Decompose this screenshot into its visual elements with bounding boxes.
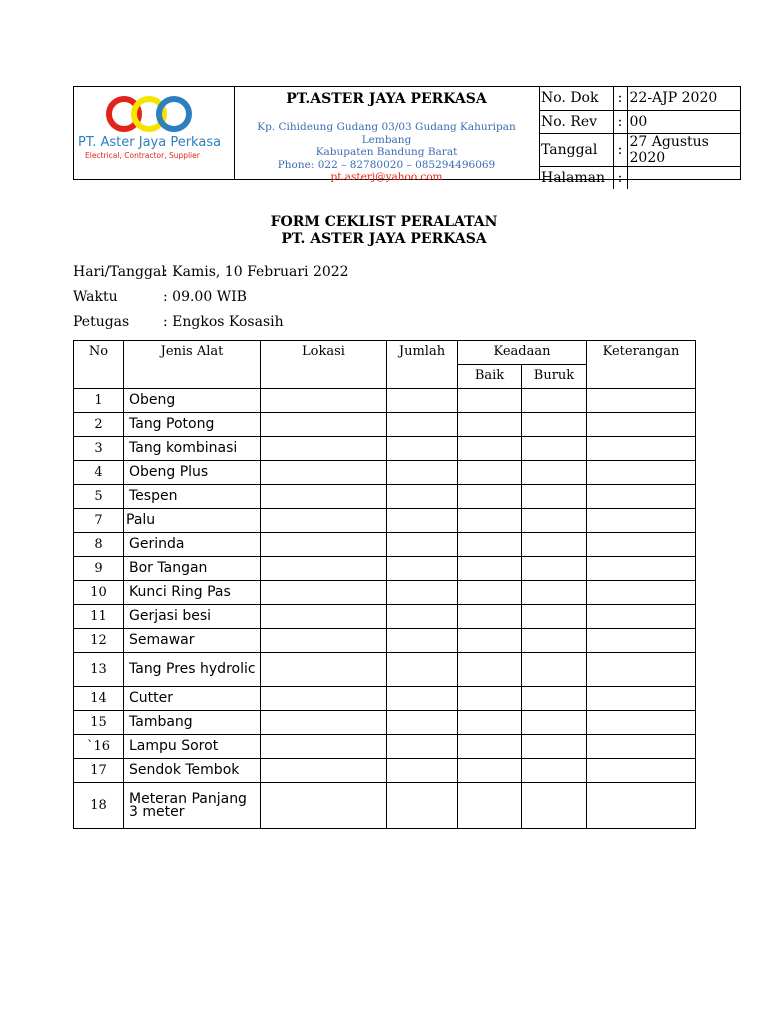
jumlah-cell[interactable] [387, 711, 458, 735]
col-header-buruk: Buruk [522, 365, 587, 389]
row-number: 17 [74, 759, 124, 783]
table-row [74, 533, 696, 557]
row-number: 3 [74, 437, 124, 461]
lokasi-cell[interactable] [261, 437, 387, 461]
col-header-keterangan: Keterangan [587, 341, 696, 389]
header-row [74, 341, 696, 365]
jumlah-cell[interactable] [387, 653, 458, 687]
buruk-cell[interactable] [522, 533, 587, 557]
row-item-name: Cutter [124, 687, 261, 711]
meta-value: 27 Agustus 2020 [627, 133, 740, 166]
keterangan-cell[interactable] [587, 485, 696, 509]
baik-cell[interactable] [458, 687, 522, 711]
lokasi-cell[interactable] [261, 389, 387, 413]
buruk-cell[interactable] [522, 759, 587, 783]
buruk-cell[interactable] [522, 783, 587, 829]
jumlah-cell[interactable] [387, 557, 458, 581]
table-row [74, 509, 696, 533]
table-row [74, 557, 696, 581]
jumlah-cell[interactable] [387, 581, 458, 605]
row-item-name: Meteran Panjang 3 meter [124, 783, 261, 829]
info-value-officer: : Engkos Kosasih [163, 314, 284, 330]
row-item-name: Tang kombinasi [124, 437, 261, 461]
lokasi-cell[interactable] [261, 509, 387, 533]
row-number: 9 [74, 557, 124, 581]
baik-cell[interactable] [458, 581, 522, 605]
row-number: 10 [74, 581, 124, 605]
row-item-name: Tespen [124, 485, 261, 509]
row-number: 4 [74, 461, 124, 485]
buruk-cell[interactable] [522, 413, 587, 437]
keterangan-cell[interactable] [587, 509, 696, 533]
table-row [74, 687, 696, 711]
keterangan-cell[interactable] [587, 581, 696, 605]
keterangan-cell[interactable] [587, 437, 696, 461]
baik-cell[interactable] [458, 605, 522, 629]
keterangan-cell[interactable] [587, 557, 696, 581]
buruk-cell[interactable] [522, 711, 587, 735]
info-label-time: Waktu [73, 289, 118, 305]
jumlah-cell[interactable] [387, 461, 458, 485]
row-item-name: Obeng [124, 389, 261, 413]
company-info [234, 87, 540, 183]
jumlah-cell[interactable] [387, 533, 458, 557]
row-number: 5 [74, 485, 124, 509]
table-row [74, 759, 696, 783]
lokasi-cell[interactable] [261, 629, 387, 653]
baik-cell[interactable] [458, 653, 522, 687]
jumlah-cell[interactable] [387, 437, 458, 461]
row-item-name: Obeng Plus [124, 461, 261, 485]
table-row [74, 735, 696, 759]
meta-label: No. Rev [539, 110, 613, 133]
baik-cell[interactable] [458, 509, 522, 533]
row-item-name: Tang Pres hydrolic [124, 653, 261, 687]
meta-row [539, 87, 740, 110]
baik-cell[interactable] [458, 783, 522, 829]
lokasi-cell[interactable] [261, 605, 387, 629]
buruk-cell[interactable] [522, 461, 587, 485]
meta-value: 22-AJP 2020 [627, 87, 740, 110]
jumlah-cell[interactable] [387, 509, 458, 533]
keterangan-cell[interactable] [587, 461, 696, 485]
row-number: 14 [74, 687, 124, 711]
address-line-1: Kp. Cihideung Gudang 03/03 Gudang Kahuripan Lembang [257, 121, 516, 146]
logo-company-name: PT. Aster Jaya Perkasa [78, 135, 222, 150]
table-row [74, 783, 696, 829]
info-value-date: : Kamis, 10 Februari 2022 [163, 264, 349, 280]
buruk-cell[interactable] [522, 605, 587, 629]
document-header [73, 86, 741, 186]
row-number: 2 [74, 413, 124, 437]
keterangan-cell[interactable] [587, 783, 696, 829]
meta-separator: : [613, 87, 627, 110]
table-row [74, 629, 696, 653]
buruk-cell[interactable] [522, 437, 587, 461]
keterangan-cell[interactable] [587, 687, 696, 711]
jumlah-cell[interactable] [387, 485, 458, 509]
table-row [74, 461, 696, 485]
baik-cell[interactable] [458, 437, 522, 461]
meta-label: Tanggal [539, 133, 613, 166]
table-row [74, 605, 696, 629]
row-number: 7 [74, 509, 124, 533]
lokasi-cell[interactable] [261, 413, 387, 437]
logo-cell [74, 87, 235, 179]
info-label-officer: Petugas [73, 314, 130, 330]
buruk-cell[interactable] [522, 687, 587, 711]
row-number: `16 [74, 735, 124, 759]
jumlah-cell[interactable] [387, 783, 458, 829]
meta-row [539, 133, 740, 166]
col-header-jenis-alat: Jenis Alat [124, 341, 261, 389]
col-header-keadaan: Keadaan [458, 341, 587, 365]
buruk-cell[interactable] [522, 735, 587, 759]
table-row [74, 581, 696, 605]
info-label-date: Hari/Tanggal [73, 264, 166, 280]
keterangan-cell[interactable] [587, 533, 696, 557]
lokasi-cell[interactable] [261, 485, 387, 509]
lokasi-cell[interactable] [261, 557, 387, 581]
row-number: 11 [74, 605, 124, 629]
col-header-no: No [74, 341, 124, 389]
row-item-name: Gerjasi besi [124, 605, 261, 629]
baik-cell[interactable] [458, 557, 522, 581]
row-item-name: Sendok Tembok [124, 759, 261, 783]
table-row [74, 485, 696, 509]
email: pt.asterj@yahoo.com [330, 171, 443, 183]
jumlah-cell[interactable] [387, 389, 458, 413]
contact-line [234, 159, 539, 184]
buruk-cell[interactable] [522, 653, 587, 687]
checklist-body [74, 389, 696, 829]
row-item-name: Semawar [124, 629, 261, 653]
form-title: FORM CEKLIST PERALATAN [270, 214, 498, 230]
row-item-name: Kunci Ring Pas [124, 581, 261, 605]
meta-label: Halaman [539, 166, 613, 189]
lokasi-cell[interactable] [261, 783, 387, 829]
baik-cell[interactable] [458, 711, 522, 735]
buruk-cell[interactable] [522, 629, 587, 653]
table-row [74, 413, 696, 437]
table-row [74, 653, 696, 687]
document-meta-table [539, 87, 740, 189]
table-row [74, 389, 696, 413]
row-number: 12 [74, 629, 124, 653]
jumlah-cell[interactable] [387, 735, 458, 759]
phone: Phone: 022 – 82780020 – 085294496069 [277, 158, 496, 171]
logo-tagline: Electrical, Contractor, Supplier [85, 151, 200, 160]
row-item-name: Tang Potong [124, 413, 261, 437]
lokasi-cell[interactable] [261, 735, 387, 759]
row-number: 15 [74, 711, 124, 735]
buruk-cell[interactable] [522, 509, 587, 533]
row-item-name: Lampu Sorot [124, 735, 261, 759]
col-header-baik: Baik [458, 365, 522, 389]
table-row [74, 711, 696, 735]
table-row [74, 437, 696, 461]
baik-cell[interactable] [458, 533, 522, 557]
baik-cell[interactable] [458, 759, 522, 783]
meta-row [539, 110, 740, 133]
row-number: 1 [74, 389, 124, 413]
meta-separator: : [613, 133, 627, 166]
address-line-2: Kabupaten Bandung Barat [315, 146, 458, 158]
checklist-table [73, 340, 696, 829]
lokasi-cell[interactable] [261, 533, 387, 557]
meta-value: 00 [627, 110, 740, 133]
row-item-name: Tambang [124, 711, 261, 735]
company-address [234, 121, 539, 184]
info-value-time: : 09.00 WIB [163, 289, 247, 305]
baik-cell[interactable] [458, 389, 522, 413]
keterangan-cell[interactable] [587, 711, 696, 735]
jumlah-cell[interactable] [387, 629, 458, 653]
lokasi-cell[interactable] [261, 581, 387, 605]
meta-separator: : [613, 166, 627, 189]
baik-cell[interactable] [458, 735, 522, 759]
keterangan-cell[interactable] [587, 389, 696, 413]
col-header-lokasi: Lokasi [261, 341, 387, 389]
jumlah-cell[interactable] [387, 759, 458, 783]
keterangan-cell[interactable] [587, 735, 696, 759]
buruk-cell[interactable] [522, 485, 587, 509]
baik-cell[interactable] [458, 413, 522, 437]
lokasi-cell[interactable] [261, 711, 387, 735]
buruk-cell[interactable] [522, 389, 587, 413]
buruk-cell[interactable] [522, 557, 587, 581]
meta-row [539, 166, 740, 189]
keterangan-cell[interactable] [587, 413, 696, 437]
baik-cell[interactable] [458, 485, 522, 509]
jumlah-cell[interactable] [387, 605, 458, 629]
jumlah-cell[interactable] [387, 413, 458, 437]
meta-label: No. Dok [539, 87, 613, 110]
baik-cell[interactable] [458, 629, 522, 653]
keterangan-cell[interactable] [587, 629, 696, 653]
buruk-cell[interactable] [522, 581, 587, 605]
row-item-name: Palu [124, 509, 261, 533]
row-item-name: Gerinda [124, 533, 261, 557]
keterangan-cell[interactable] [587, 759, 696, 783]
lokasi-cell[interactable] [261, 461, 387, 485]
company-name: PT.ASTER JAYA PERKASA [286, 91, 487, 107]
row-number: 18 [74, 783, 124, 829]
keterangan-cell[interactable] [587, 653, 696, 687]
row-number: 13 [74, 653, 124, 687]
baik-cell[interactable] [458, 461, 522, 485]
row-item-name: Bor Tangan [124, 557, 261, 581]
meta-value [627, 166, 740, 189]
lokasi-cell[interactable] [261, 653, 387, 687]
lokasi-cell[interactable] [261, 759, 387, 783]
lokasi-cell[interactable] [261, 687, 387, 711]
col-header-jumlah: Jumlah [387, 341, 458, 389]
row-number: 8 [74, 533, 124, 557]
form-subtitle: PT. ASTER JAYA PERKASA [281, 231, 487, 247]
meta-separator: : [613, 110, 627, 133]
keterangan-cell[interactable] [587, 605, 696, 629]
jumlah-cell[interactable] [387, 687, 458, 711]
company-logo [102, 92, 202, 134]
